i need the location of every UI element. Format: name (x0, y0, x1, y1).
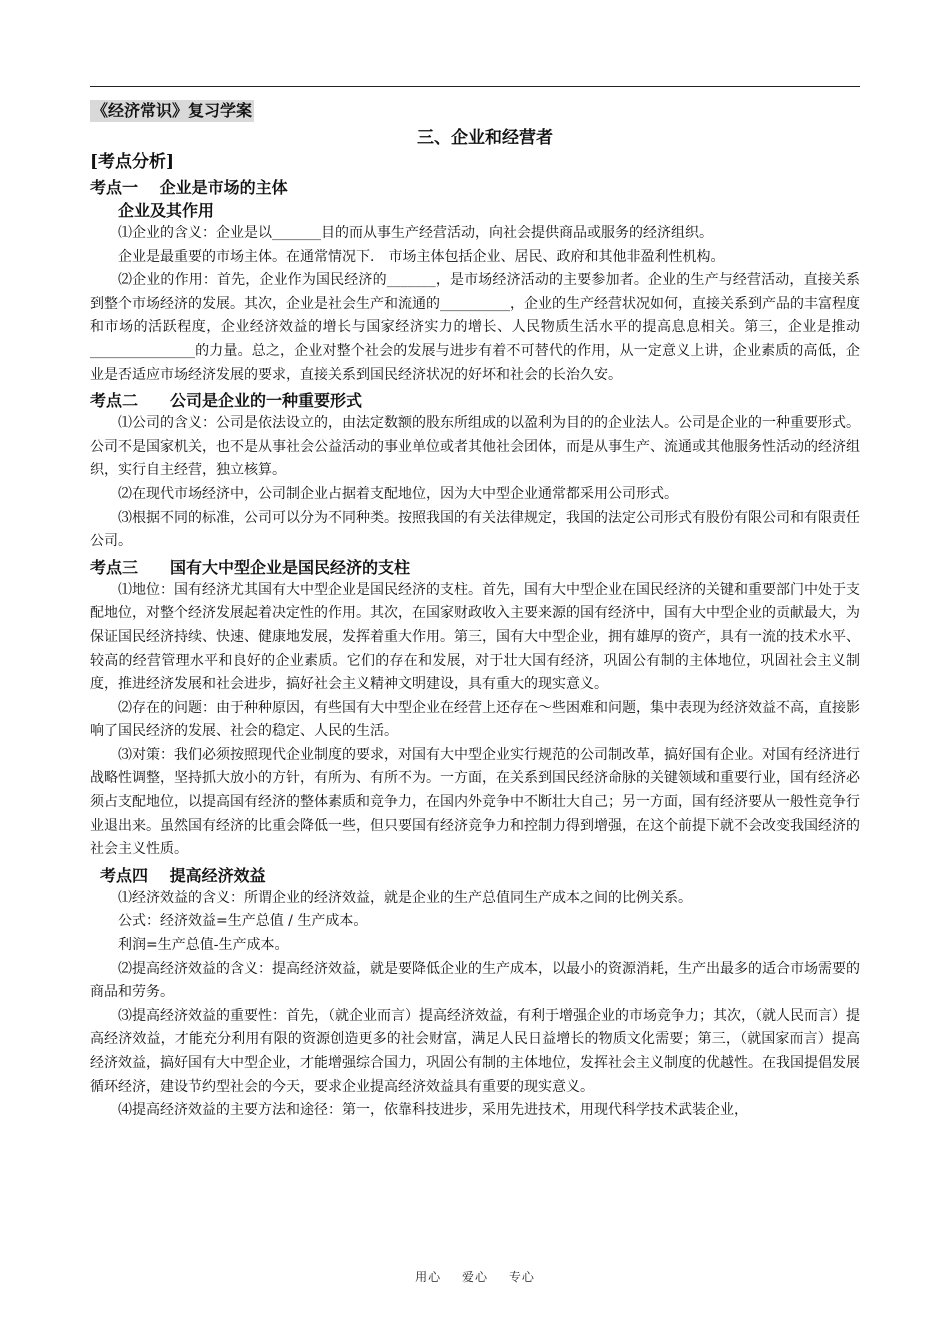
point-3-paragraph: ⑴地位：国有经济尤其国有大中型企业是国民经济的支柱。首先，国有大中型企业在国民经济的关键和重要部门中处于支配地位，对整个经济发展起着决定性的作用。其次，在国家财政收入主要来源的国有经济中，国有大中型企业的贡献最大，为保证国民经济持续、快速、健康地发展，发挥着重大作用。第三，国有大中型企业，拥有雄厚的资产，具有一流的技术水平、较高的经营管理水平和良好的企业素质。它们的存在和发展，对于壮大国有经济，巩固公有制的主体地位，巩固社会主义制度，推进经济发展和社会进步，搞好社会主义精神文明建设，具有重大的现实意义。 (90, 581, 860, 693)
point-2-title: 考点二 公司是企业的一种重要形式 (90, 391, 363, 411)
footer-word: 专心 (508, 1270, 535, 1284)
point-1-title: 考点一 企业是市场的主体 (90, 178, 288, 197)
point-1-subhead: 企业及其作用 (118, 201, 215, 220)
analysis-label: [考点分析] (90, 152, 175, 172)
point-4-formula: 利润=生产总值-生产成本。 (118, 937, 289, 954)
point-4-paragraph: ⑵提高经济效益的含义：提高经济效益，就是要降低企业的生产成本，以最小的资源消耗，生产出最多的适合市场需要的商品和劳务。 (90, 960, 860, 1001)
point-2-paragraph: ⑵在现代市场经济中，公司制企业占据着支配地位，因为大中型企业通常都采用公司形式。 (118, 485, 678, 502)
point-4-formula: 公式：经济效益=生产总值 / 生产成本。 (118, 913, 368, 930)
point-2-paragraph: ⑴公司的含义：公司是依法设立的，由法定数额的股东所组成的以盈利为目的的企业法人。公司是企业的一种重要形式。公司不是国家机关，也不是从事社会公益活动的事业单位或者其他社会团体，而是从事生产、流通或其他服务性活动的经济组织，实行自主经营，独立核算。 (90, 415, 860, 479)
point-4-paragraph: ⑴经济效益的含义：所谓企业的经济效益，就是企业的生产总值同生产成本之间的比例关系。 (118, 889, 692, 906)
point-1-paragraph: 企业是最重要的市场主体。在通常情况下． 市场主体包括企业、居民、政府和其他非盈利性机构。 (118, 248, 725, 265)
point-1-paragraph: ⑵企业的作用：首先，企业作为国民经济的_______，是市场经济活动的主要参加者。企业的生产与经营活动，直接关系到整个市场经济的发展。其次，企业是社会生产和流通的__________，企业的生产经营状况如何，直接关系到产品的丰富程度和市场的活跃程度，企业经济效益的增长与国家经济实力的增长、人民物质生活水平的提高息息相关。第三，企业是推动_______________的力量。总之，企业对整个社会的发展与进步有着不可替代的作用，从一定意义上讲，企业素质的高低，企业是否适应市场经济发展的要求，直接关系到国民经济状况的好坏和社会的长治久安。 (90, 272, 860, 383)
point-4-paragraph: ⑶提高经济效益的重要性：首先，（就企业而言）提高经济效益，有利于增强企业的市场竞争力；其次，（就人民而言）提高经济效益，才能充分利用有限的资源创造更多的社会财富，满足人民日益增长的物质文化需要；第三，（就国家而言）提高经济效益，搞好国有大中型企业，才能增强综合国力，巩固公有制的主体地位，发挥社会主义制度的优越性。在我国提倡发展循环经济，建设节约型社会的今天，要求企业提高经济效益具有重要的现实意义。 (90, 1007, 860, 1095)
point-3-paragraph: ⑵存在的问题：由于种种原因，有些国有大中型企业在经营上还存在～些困难和问题，集中表现为经济效益不高，直接影响了国民经济的发展、社会的稳定、人民的生活。 (90, 699, 860, 740)
point-4-section (90, 864, 860, 1123)
point-4-title: 考点四 提高经济效益 (100, 865, 266, 885)
point-2-section (90, 389, 860, 554)
point-4-paragraph: ⑷提高经济效益的主要方法和途径：第一，依靠科技进步，采用先进技术，用现代科学技术武装企业， (118, 1102, 748, 1119)
point-1-paragraph: ⑴企业的含义：企业是以_______目的而从事生产经营活动，向社会提供商品或服务的经济组织。 (118, 225, 713, 241)
point-3-title: 考点三 国有大中型企业是国民经济的支柱 (90, 557, 411, 577)
point-1-section (90, 176, 860, 387)
document-title: 《经济常识》复习学案 (92, 101, 253, 120)
point-3-paragraph: ⑶对策：我们必须按照现代企业制度的要求，对国有大中型企业实行规范的公司制改革，搞好国有企业。对国有经济进行战略性调整，坚持抓大放小的方针，有所为、有所不为。一方面，在关系到国民经济命脉的关键领域和重要行业，国有经济必须占支配地位，以提高国有经济的整体素质和竞争力，在国内外竞争中不断壮大自己；另一方面，国有经济要从一般性竞争行业退出来。虽然国有经济的比重会降低一些，但只要国有经济竞争力和控制力得到增强，在这个前提下就不会改变我国经济的社会主义性质。 (90, 746, 860, 858)
point-2-paragraph: ⑶根据不同的标准，公司可以分为不同种类。按照我国的有关法律规定，我国的法定公司形式有股份有限公司和有限责任公司。 (90, 509, 860, 550)
chapter-title: 三、企业和经营者 (417, 128, 553, 148)
footer-word: 用心 (415, 1270, 442, 1284)
document-body (90, 100, 860, 1123)
page-footer (0, 1268, 950, 1285)
footer-word: 爱心 (461, 1270, 488, 1284)
point-3-section (90, 556, 860, 862)
header-rule (90, 86, 860, 87)
